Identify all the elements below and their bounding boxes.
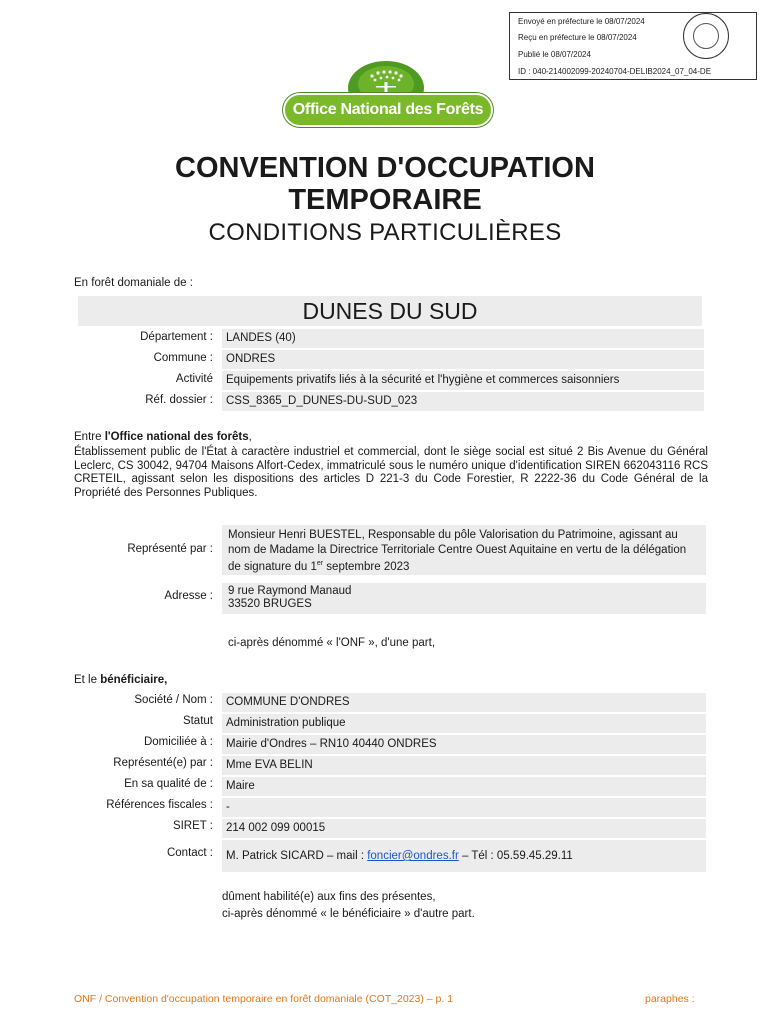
contact-suffix: – Tél : 05.59.45.29.11	[458, 850, 573, 862]
onf-logo-text: Office National des Forêts	[292, 101, 484, 118]
beneficiaire-title: bénéficiaire,	[100, 674, 168, 686]
onf-description: Établissement public de l'État à caractère industriel et commercial, dont le siège social est situé 2 Bis Avenue du Général Leclerc, CS 30042, 94704 Maisons Alfort-Cedex, immatriculé sous le numéro unique d'identification SIREN 662043116 RCS CRETEIL, agissant selon les dispositions des articles D 221-3 du Code Forestier, R 2222-36 du Code Général de la Propriété des Personnes Publiques.	[74, 446, 708, 499]
activite-value: Equipements privatifs liés à la sécurité et l'hygiène et commerces saisonniers	[222, 371, 704, 390]
onf-entre: Entre	[74, 431, 105, 443]
onf-denomme: ci-après dénommé « l'ONF », d'une part,	[228, 637, 436, 649]
foret-name-field	[78, 296, 702, 326]
qualite-value: Maire	[222, 777, 706, 796]
departement-label: Département :	[140, 331, 213, 343]
activite-label: Activité	[175, 373, 213, 385]
stamp-id: ID : 040-214002099-20240704-DELIB2024_07_04-DE	[518, 67, 712, 76]
onf-represente-date: septembre 2023	[323, 560, 410, 573]
onf-adresse-label: Adresse :	[164, 590, 213, 602]
contact-email-link[interactable]: foncier@ondres.fr	[367, 850, 459, 862]
represente-value: Mme EVA BELIN	[222, 756, 706, 775]
statut-label: Statut	[182, 715, 213, 727]
document-title-line1: CONVENTION D'OCCUPATION	[175, 152, 595, 184]
footer-text: ONF / Convention d'occupation temporaire en forêt domaniale (COT_2023) – p. 1	[74, 993, 454, 1005]
closing-line1: dûment habilité(e) aux fins des présentes,	[222, 891, 436, 903]
onf-adresse-line2: 33520 BRUGES	[228, 598, 312, 610]
document-title-line2: TEMPORAIRE	[288, 184, 482, 216]
domiciliee-label: Domiciliée à :	[143, 736, 213, 748]
qualite-label: En sa qualité de :	[124, 778, 213, 790]
prefecture-seal-icon	[683, 13, 729, 59]
onf-intro	[74, 431, 252, 443]
onf-represente-value	[222, 525, 706, 575]
foret-name: DUNES DU SUD	[302, 298, 478, 324]
stamp-published-date: Publié le 08/07/2024	[518, 50, 591, 59]
commune-value: ONDRES	[222, 350, 704, 369]
onf-adresse-line1: 9 rue Raymond Manaud	[228, 585, 352, 597]
statut-value: Administration publique	[222, 714, 706, 733]
onf-adresse-value	[222, 583, 706, 614]
references-fiscales-label: Références fiscales :	[106, 799, 213, 811]
contact-value	[222, 840, 706, 872]
onf-logo-banner	[283, 93, 493, 127]
references-fiscales-value: -	[222, 798, 706, 817]
onf-name: l'Office national des forêts	[104, 431, 249, 443]
societe-value: COMMUNE D'ONDRES	[222, 693, 706, 712]
onf-represente-label: Représenté par :	[127, 543, 213, 555]
domiciliee-value: Mairie d'Ondres – RN10 40440 ONDRES	[222, 735, 706, 754]
represente-label: Représenté(e) par :	[113, 757, 213, 769]
contact-prefix: M. Patrick SICARD – mail :	[226, 850, 368, 862]
siret-value: 214 002 099 00015	[222, 819, 706, 838]
beneficiaire-et-le: Et le	[74, 674, 101, 686]
commune-label: Commune :	[153, 352, 213, 364]
onf-comma: ,	[248, 431, 252, 443]
departement-value: LANDES (40)	[222, 329, 704, 348]
document-subtitle: CONDITIONS PARTICULIÈRES	[208, 219, 562, 246]
siret-label: SIRET :	[172, 820, 213, 832]
stamp-received-date: Reçu en préfecture le 08/07/2024	[518, 33, 637, 42]
ref-dossier-value: CSS_8365_D_DUNES-DU-SUD_023	[222, 392, 704, 411]
beneficiaire-intro	[74, 674, 167, 686]
closing-line2: ci-après dénommé « le bénéficiaire » d'autre part.	[222, 908, 475, 920]
onf-represente-text: Monsieur Henri BUESTEL, Responsable du pôle Valorisation du Patrimoine, agissant au nom de Madame la Directrice Territoriale Centre Ouest Aquitaine en vertu de la délégation de signature du 1	[228, 529, 687, 573]
footer-paraphes: paraphes :	[645, 993, 695, 1005]
onf-represente-sup: er	[316, 560, 324, 567]
onf-logo	[283, 60, 493, 130]
foret-label: En forêt domaniale de :	[74, 277, 193, 289]
stamp-sent-date: Envoyé en préfecture le 08/07/2024	[518, 17, 645, 26]
societe-label: Société / Nom :	[134, 694, 213, 706]
ref-dossier-label: Réf. dossier :	[145, 394, 213, 406]
contact-label: Contact :	[166, 847, 213, 859]
